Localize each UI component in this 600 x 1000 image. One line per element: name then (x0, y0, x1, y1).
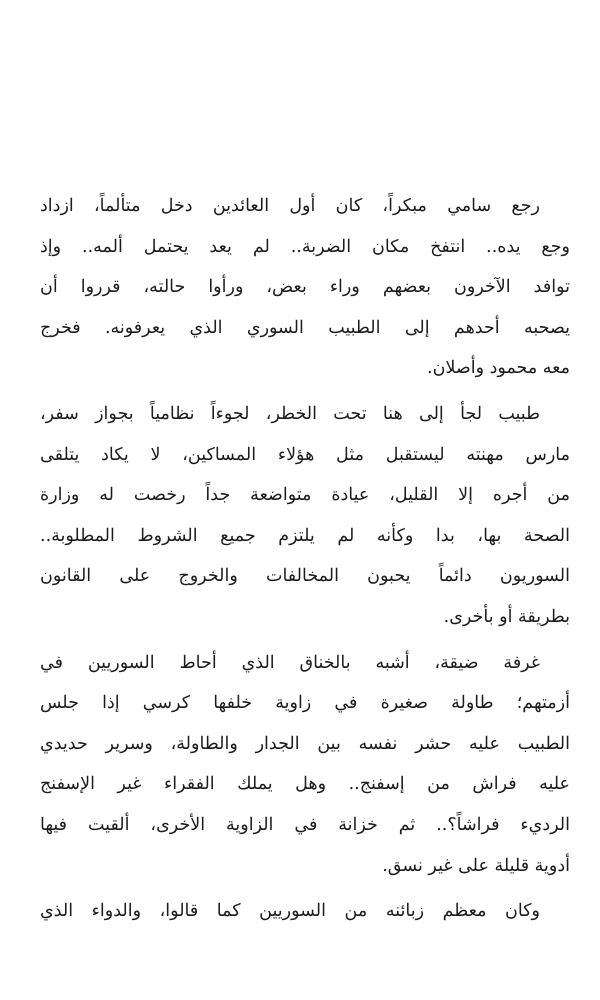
text-line: من أجره إلا القليل، عيادة متواضعة جداً رخصت له وزارة (40, 485, 570, 506)
text-line: وكان معظم زبائنه من السوريين كما قالوا، والدواء الذي (40, 901, 540, 922)
text-line: مارس مهنته ليستقبل مثل هؤلاء المساكين، لا يكاد يتلقى (40, 444, 570, 465)
text-line: أدوية قليلة على غير نسق. (382, 855, 570, 876)
body-text (40, 186, 570, 937)
paragraph-4 (40, 891, 570, 932)
text-line: رجع سامي مبكراً، كان أول العائدين دخل متألماً، ازداد (40, 196, 540, 216)
text-line: بطريقة أو بأخرى. (443, 606, 570, 627)
text-line: غرفة ضيقة، أشبه بالخناق الذي أحاط السوريين في (40, 652, 540, 673)
text-line: توافد الآخرون بعضهم وراء بعض، ورأوا حالته، قرروا أن (40, 277, 570, 298)
text-line: يصحبه أحدهم إلى الطبيب السوري الذي يعرفونه. فخرج (40, 317, 570, 338)
paragraph-1 (40, 186, 570, 389)
text-line: أزمتهم؛ طاولة صغيرة في زاوية خلفها كرسي إذا جلس (40, 693, 570, 714)
text-line: الطبيب عليه حشر نفسه بين الجدار والطاولة، وسرير حديدي (40, 733, 570, 754)
text-line: معه محمود وأصلان. (427, 358, 570, 379)
text-line: الرديء فراشاً؟.. ثم خزانة في الزاوية الأخرى، ألقيت فيها (40, 814, 570, 835)
paragraph-3 (40, 643, 570, 887)
text-line: طبيب لجأ إلى هنا تحت الخطر، لجوءاً نظامياً بجواز سفر، (40, 403, 540, 424)
paragraph-2 (40, 394, 570, 638)
text-line: عليه فراش من إسفنج.. وهل يملك الفقراء غير الإسفنج (40, 774, 570, 795)
text-line: السوريون دائماً يحبون المخالفات والخروج على القانون (40, 566, 570, 587)
text-line: وجع يده.. انتفخ مكان الضربة.. لم يعد يحتمل ألمه.. وإذ (40, 236, 570, 257)
text-line: الصحة بها، بدا وكأنه لم يلتزم جميع الشروط المطلوبة.. (40, 525, 570, 546)
